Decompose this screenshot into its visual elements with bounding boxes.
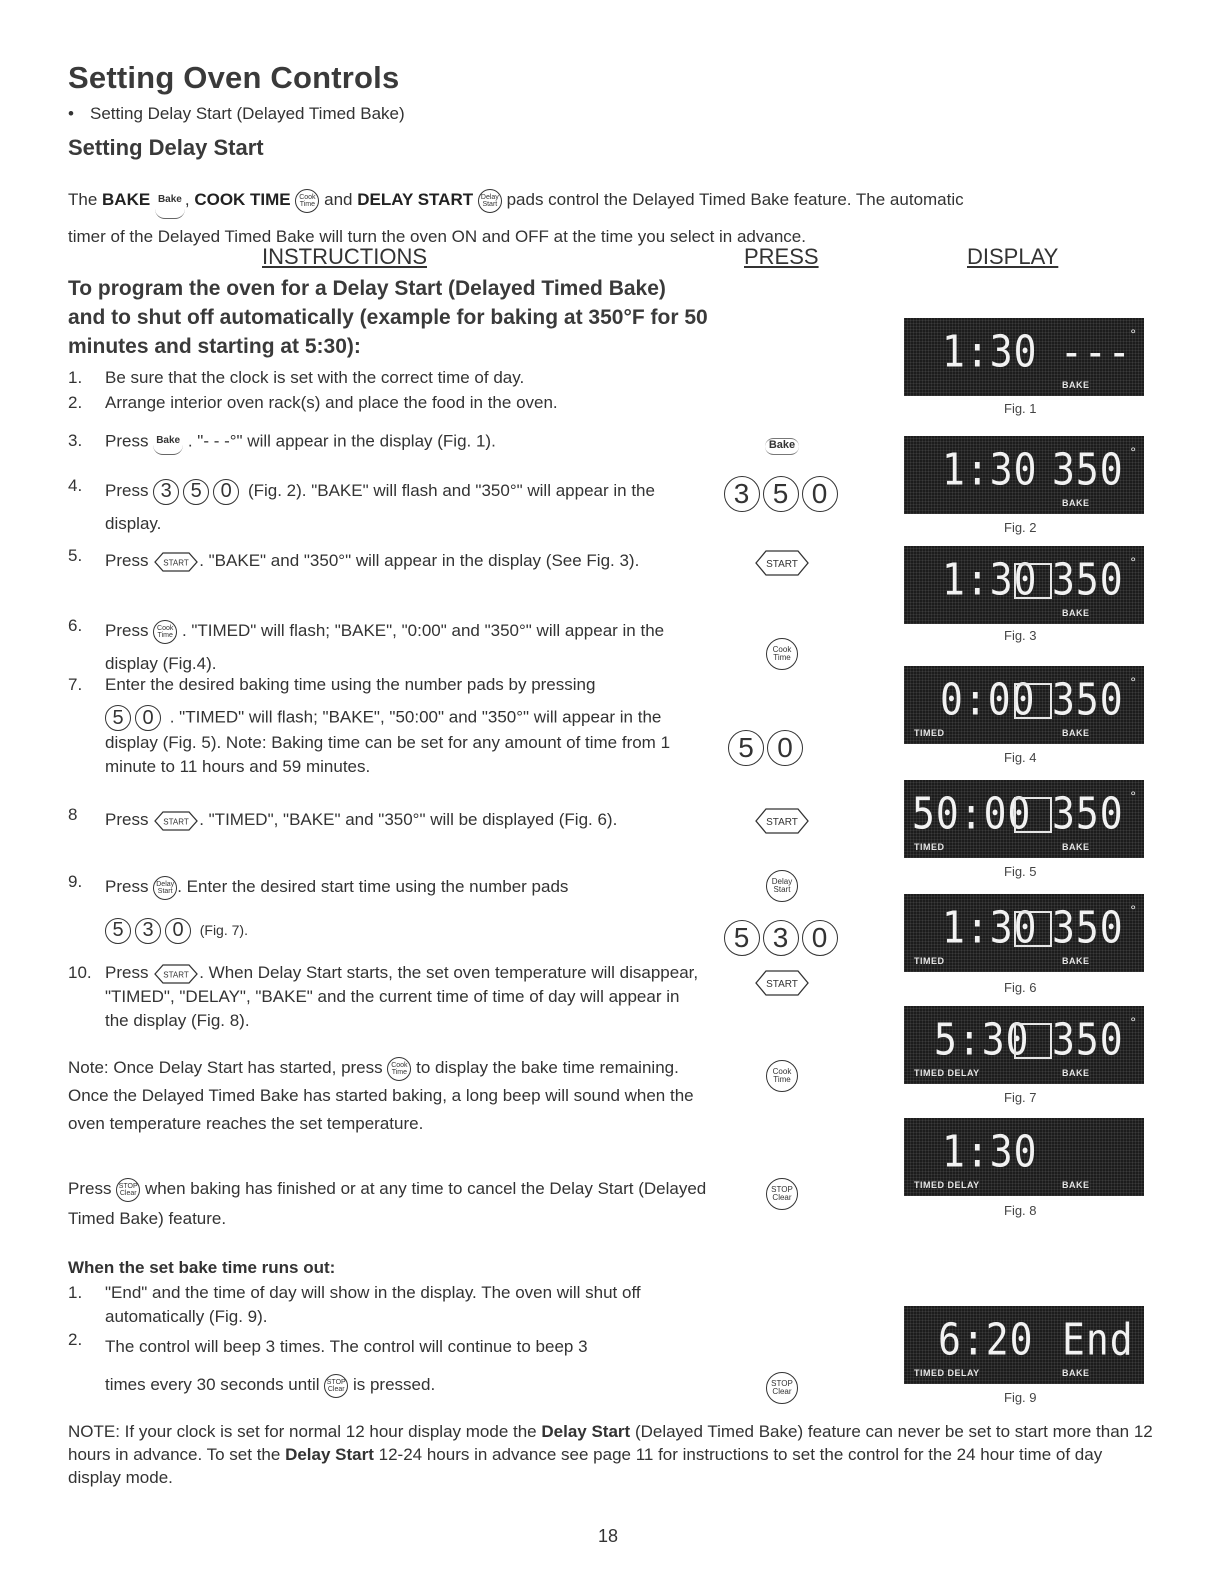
page-title: Setting Oven Controls [68,60,400,95]
fig-caption: Fig. 6 [1004,980,1037,995]
pad-0-icon: 0 [165,918,191,944]
fig-caption: Fig. 9 [1004,1390,1037,1405]
step-text: Be sure that the clock is set with the correct time of day. [105,368,525,387]
section-subtitle: Setting Delay Start [68,135,264,160]
step-text: Press Cook Time . "TIMED" will flash; "BAKE", "0:00" and "350°" will appear in the display (Fig.4). [105,621,665,673]
step-text: Press START . "TIMED", "BAKE" and "350°" will be displayed (Fig. 6). [105,803,705,836]
press-350 [712,474,852,514]
svg-text:START: START [163,558,189,568]
pad-0-icon: 0 [802,476,838,512]
svg-text:START: START [163,817,189,827]
press-delay-start [762,868,802,904]
display-box [1014,563,1052,599]
pad-0-icon: 0 [802,920,838,956]
pad-3-icon: 3 [135,918,161,944]
display-time: 1:30 [942,444,1038,495]
intro-text: The [68,190,98,209]
display-box [1014,1023,1052,1059]
pad-5-icon: 5 [105,918,131,944]
note-cancel: Press STOP Clear when baking has finished or at any time to cancel the Delay Start (Delayed Timed Bake) feature. [68,1179,707,1228]
press-stop-clear-2 [762,1370,802,1406]
display-time: 0:00 [940,674,1036,725]
item-number: 2. [68,1330,83,1349]
display-label: BAKE [1062,842,1090,852]
step-number: 6. [68,616,83,635]
item-number: 1. [68,1283,83,1302]
cook-time-pad-icon: Cook Time [766,638,798,670]
pad-3-icon: 3 [724,476,760,512]
note-bake-time: Note: Once Delay Start has started, press Cook Time to display the bake time remaining. Once the Delayed Timed Bake has started baking, a long beep will sound when the oven temperature reaches the set temperature. [68,1058,694,1133]
display-label: TIMED [914,842,945,852]
fig-caption: Fig. 1 [1004,401,1037,416]
step-text: Arrange interior oven rack(s) and place the food in the oven. [105,393,558,412]
footer-note: NOTE: If your clock is set for normal 12 hour display mode the Delay Start (Delayed Timed Bake) feature can never be set to start more than 12 hours in advance. To set the Delay Start 12-24 hours in advance see page 11 for instructions to set the control for the 24 hour time of day display mode. [68,1422,1153,1487]
stop-clear-pad-icon: STOP Clear [116,1178,140,1202]
cook-time-pad-icon: Cook Time [153,620,177,644]
display-label: BAKE [1062,1368,1090,1378]
press-header: PRESS [744,244,819,269]
step-number: 5. [68,546,83,565]
intro-cook-time: COOK TIME [194,190,291,209]
degree-icon: ° [1130,902,1136,918]
display-time: 1:30 [942,902,1038,953]
display-time: 1:30 [942,326,1038,377]
degree-icon: ° [1130,326,1136,342]
display-time: 5:30 [934,1014,1030,1065]
start-pad-icon [153,551,199,573]
procedure-heading: To program the oven for a Delay Start (Delayed Timed Bake) and to shut off automatically (example for baking at 350°F for 50 minutes and starting at 5:30): [68,277,708,358]
display-label: TIMED DELAY [914,1368,980,1378]
step-text: Press 3 5 0 (Fig. 2). "BAKE" will flash and "350°" will appear in the display. [105,480,655,533]
display-header: DISPLAY [967,244,1059,269]
svg-text:START: START [766,559,798,570]
display-fig-8 [904,1118,1144,1196]
topic-bullet-text: Setting Delay Start (Delayed Timed Bake) [90,104,405,123]
degree-icon: ° [1130,444,1136,460]
display-temp: End [1062,1314,1134,1365]
step-number: 3. [68,431,83,450]
intro-line-2: timer of the Delayed Timed Bake will turn the oven ON and OFF at the time you select in advance. [68,227,806,247]
start-pad-icon [754,807,810,835]
pad-0-icon: 0 [135,705,161,731]
display-label: BAKE [1062,728,1090,738]
display-temp: 350 [1052,902,1124,953]
fig-caption: Fig. 8 [1004,1203,1037,1218]
intro-delay-start: DELAY START [357,190,474,209]
svg-text:START: START [766,817,798,828]
pad-0-icon: 0 [767,730,803,766]
delay-start-pad-icon: Delay Start [766,870,798,902]
degree-icon: ° [1130,554,1136,570]
step-text: Press Delay Start . Enter the desired start time using the number pads 5 3 0 (Fig. 7). [105,870,705,947]
press-stop-clear-1 [762,1176,802,1212]
stop-clear-pad-icon: STOP Clear [766,1372,798,1404]
cook-time-pad-icon: Cook Time [295,189,319,213]
step-number: 4. [68,476,83,495]
intro-comma: , [184,190,190,209]
display-fig-7 [904,1006,1144,1084]
press-cook-time-2 [762,1058,802,1094]
step-number: 9. [68,872,83,891]
instructions-header: INSTRUCTIONS [262,244,427,269]
stop-clear-pad-icon: STOP Clear [324,1374,348,1398]
display-fig-4 [904,666,1144,744]
press-bake [752,426,812,466]
svg-text:START: START [766,979,798,990]
display-box [1014,797,1052,833]
page-number: 18 [598,1526,619,1546]
intro-bake: BAKE [102,190,151,209]
press-start-3 [752,968,812,998]
display-label: BAKE [1062,498,1090,508]
step-text: Enter the desired baking time using the number pads by pressing 5 0 . "TIMED" will flash; "BAKE", "50:00" and "350°" will appear in the display (Fig. 5). Note: Baking time can be set for any amount of time from 1 minute to 11 hours and 59 minutes. [105,675,671,776]
press-530 [712,918,852,958]
step-text: Press START . When Delay Start starts, the set oven temperature will disappear, "TIMED", "DELAY", "BAKE" and the current time of time of day will appear in the display (Fig. 8). [105,963,699,1030]
stop-clear-pad-icon: STOP Clear [766,1178,798,1210]
fig-caption: Fig. 3 [1004,628,1037,643]
pad-5-icon: 5 [728,730,764,766]
display-time: 1:30 [942,1126,1038,1177]
cook-time-pad-icon: Cook Time [766,1060,798,1092]
start-pad-icon [153,810,199,832]
degree-icon: ° [1130,788,1136,804]
runs-out-heading: When the set bake time runs out: [68,1258,336,1277]
display-fig-3 [904,546,1144,624]
step-number: 2. [68,393,83,412]
pad-3-icon: 3 [763,920,799,956]
display-fig-5 [904,780,1144,858]
step-number: 8 [68,805,78,824]
display-fig-1 [904,318,1144,396]
display-box [1014,683,1052,719]
display-fig-6 [904,894,1144,972]
bake-pad-icon: Bake [153,429,183,455]
step-text: Press START . "BAKE" and "350°" will appear in the display (See Fig. 3). [105,544,705,577]
pad-5-icon: 5 [763,476,799,512]
fig-caption: Fig. 7 [1004,1090,1037,1105]
pad-5-icon: 5 [105,705,131,731]
press-start-1 [752,548,812,578]
intro-and: and [324,190,353,209]
bake-pad-icon: Bake [155,182,185,219]
topic-bullet: • Setting Delay Start (Delayed Timed Bake) [68,104,405,123]
display-label: BAKE [1062,1180,1090,1190]
step-number: 10. [68,963,92,982]
display-label: BAKE [1062,1068,1090,1078]
step-number: 7. [68,675,83,694]
step-text: Press Bake . "- - -°" will appear in the display (Fig. 1). [105,429,705,455]
display-temp: 350 [1052,554,1124,605]
pad-5-icon: 5 [724,920,760,956]
display-fig-9 [904,1306,1144,1384]
display-label: TIMED [914,956,945,966]
display-time: 1:30 [942,554,1038,605]
step-number: 1. [68,368,83,387]
display-temp: 350 [1052,788,1124,839]
display-temp: 350 [1052,1014,1124,1065]
display-time: 50:00 [912,788,1032,839]
bake-pad-icon: Bake [765,438,799,455]
display-label: BAKE [1062,380,1090,390]
display-time: 6:20 [938,1314,1034,1365]
delay-start-pad-icon: Delay Start [478,189,502,213]
display-label: BAKE [1062,608,1090,618]
display-label: BAKE [1062,956,1090,966]
display-fig-2 [904,436,1144,514]
display-temp: --- [1060,326,1132,377]
display-temp: 350 [1052,444,1124,495]
display-temp: 350 [1052,674,1124,725]
press-50 [712,728,822,768]
delay-start-pad-icon: Delay Start [153,876,177,900]
display-box [1014,911,1052,947]
start-pad-icon [153,963,199,985]
pad-5-icon: 5 [183,479,209,505]
display-label: TIMED [914,728,945,738]
start-pad-icon [754,549,810,577]
item-text: "End" and the time of day will show in the display. The oven will shut off automatically (Fig. 9). [105,1283,641,1326]
pad-0-icon: 0 [213,479,239,505]
pad-3-icon: 3 [153,479,179,505]
display-label: TIMED DELAY [914,1068,980,1078]
press-start-2 [752,806,812,836]
fig-caption: Fig. 4 [1004,750,1037,765]
intro-text-2: pads control the Delayed Timed Bake feature. The automatic [506,190,964,209]
press-cook-time-1 [762,636,802,672]
degree-icon: ° [1130,674,1136,690]
display-label: TIMED DELAY [914,1180,980,1190]
degree-icon: ° [1130,1014,1136,1030]
item-text: The control will beep 3 times. The control will continue to beep 3 times every 30 seconds until STOP Clear is pressed. [105,1328,685,1404]
fig-caption: Fig. 5 [1004,864,1037,879]
svg-text:START: START [163,970,189,980]
start-pad-icon [754,969,810,997]
fig-caption: Fig. 2 [1004,520,1037,535]
cook-time-pad-icon: Cook Time [387,1057,411,1081]
